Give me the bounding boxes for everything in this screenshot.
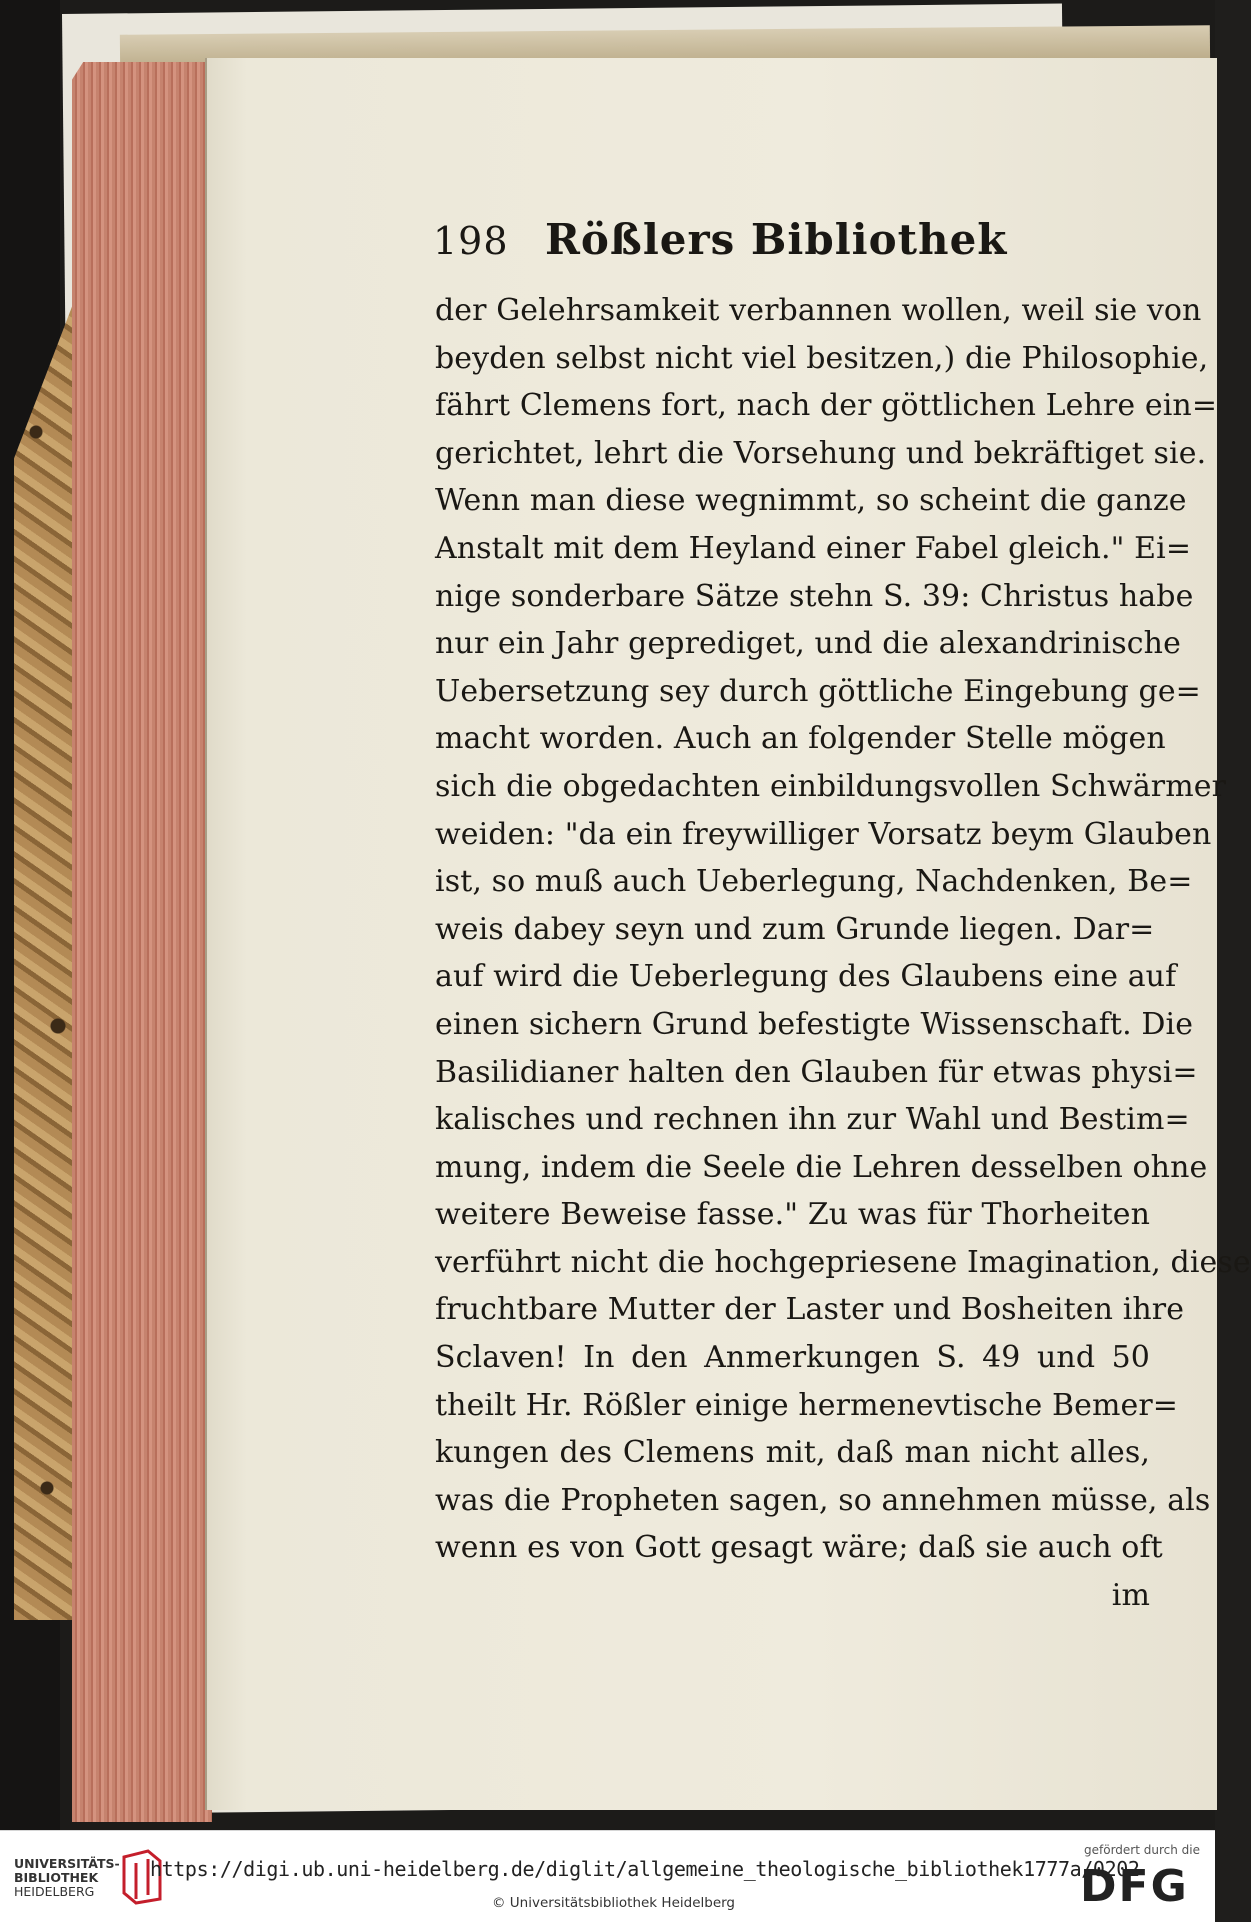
body-text xyxy=(435,287,1251,1620)
library-name-line3: HEIDELBERG xyxy=(14,1884,95,1899)
text-line: Wenn man diese wegnimmt, so scheint die ganze xyxy=(435,483,1187,519)
text-line: theilt Hr. Rößler einige hermenevtische Bemer= xyxy=(435,1387,1179,1423)
text-line: sich die obgedachten einbildungsvollen Schwärmer xyxy=(435,768,1227,804)
text-line: Anstalt mit dem Heyland einer Fabel gleich." Ei= xyxy=(435,530,1192,566)
text-line: kalisches und rechnen ihn zur Wahl und Bestim= xyxy=(435,1102,1190,1138)
copyright-notice: © Universitätsbibliothek Heidelberg xyxy=(492,1895,736,1911)
text-line: Sclaven! In den Anmerkungen S. 49 und 50 xyxy=(435,1340,1150,1376)
text-line: Basilidianer halten den Glauben für etwas physi= xyxy=(435,1054,1198,1090)
text-line: Uebersetzung sey durch göttliche Eingebung ge= xyxy=(435,673,1201,709)
text-line: mung, indem die Seele die Lehren desselben ohne xyxy=(435,1149,1208,1185)
text-line: einen sichern Grund befestigte Wissenschaft. Die xyxy=(435,1006,1194,1042)
text-line: weiden: "da ein freywilliger Vorsatz beym Glauben xyxy=(435,816,1212,852)
text-line: wenn es von Gott gesagt wäre; daß sie auch oft xyxy=(435,1530,1163,1566)
text-line: fährt Clemens fort, nach der göttlichen Lehre ein= xyxy=(435,388,1218,424)
catchword: im xyxy=(1111,1578,1150,1614)
running-head: Rößlers Bibliothek xyxy=(545,215,1008,264)
text-line: gerichtet, lehrt die Vorsehung und bekräftiget sie. xyxy=(435,435,1207,471)
text-line: beyden selbst nicht viel besitzen,) die Philosophie, xyxy=(435,340,1209,376)
page-number: 198 xyxy=(433,219,509,263)
text-line: auf wird die Ueberlegung des Glaubens eine auf xyxy=(435,959,1177,995)
text-line: weis dabey seyn und zum Grunde liegen. Dar= xyxy=(435,911,1155,947)
text-line: nur ein Jahr geprediget, und die alexandrinische xyxy=(435,626,1181,662)
text-line: was die Propheten sagen, so annehmen müsse, als xyxy=(435,1482,1211,1518)
funding-label: gefördert durch die xyxy=(1084,1843,1200,1857)
red-page-edges xyxy=(72,62,212,1822)
permalink-url[interactable]: https://digi.ub.uni-heidelberg.de/diglit/allgemeine_theologische_bibliothek1777a/0202 xyxy=(150,1857,1140,1881)
text-line: der Gelehrsamkeit verbannen wollen, weil sie von xyxy=(435,293,1202,328)
text-line: weitere Beweise fasse." Zu was für Thorheiten xyxy=(435,1197,1150,1233)
text-line: ist, so muß auch Ueberlegung, Nachdenken, Be= xyxy=(435,864,1193,900)
library-name-line1: UNIVERSITÄTS- xyxy=(14,1856,120,1871)
text-line: macht worden. Auch an folgender Stelle mögen xyxy=(435,721,1166,757)
library-name-line2: BIBLIOTHEK xyxy=(14,1870,99,1885)
page-text-block xyxy=(433,215,1251,1620)
text-line: kungen des Clemens mit, daß man nicht alles, xyxy=(435,1435,1150,1471)
text-line: fruchtbare Mutter der Laster und Bosheiten ihre xyxy=(435,1292,1185,1328)
page-header xyxy=(433,215,1150,275)
text-line: nige sonderbare Sätze stehn S. 39: Christus habe xyxy=(435,578,1194,614)
viewer-footer xyxy=(0,1830,1215,1922)
text-line: verführt nicht die hochgepriesene Imagination, diese xyxy=(435,1244,1251,1280)
library-logo-text xyxy=(14,1857,120,1899)
dfg-logo: DFG xyxy=(1080,1861,1189,1912)
